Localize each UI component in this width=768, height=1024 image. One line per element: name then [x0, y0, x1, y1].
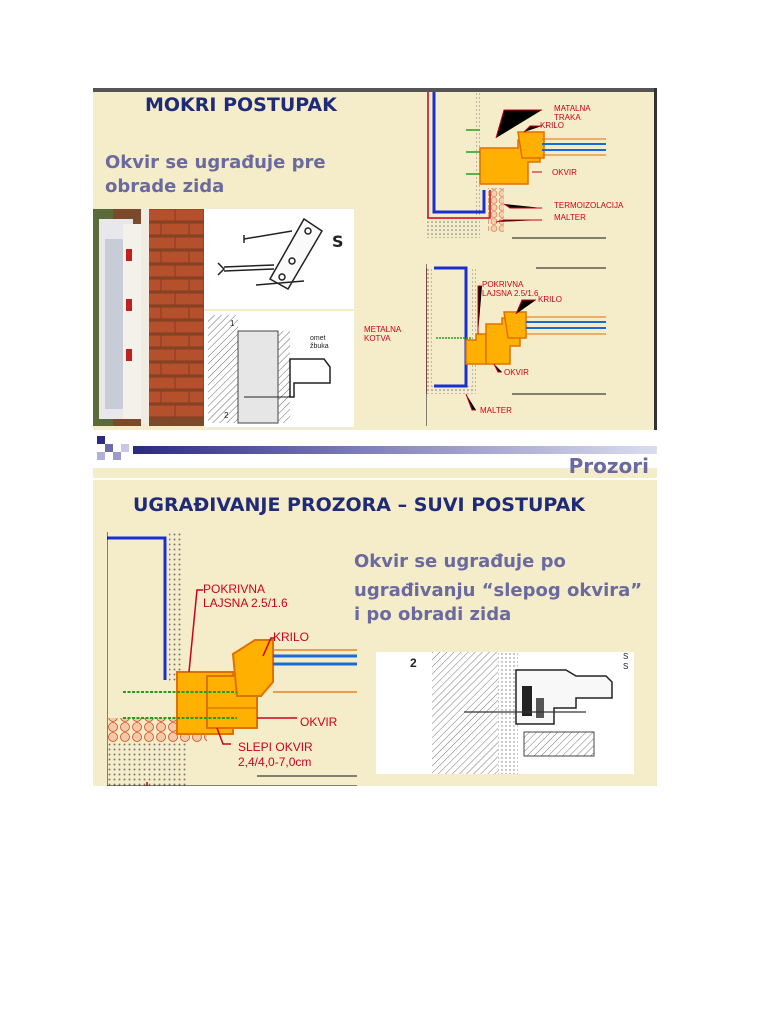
- section-sketch-num: 1: [230, 319, 235, 328]
- header-squares-decoration: [97, 436, 137, 466]
- section-sketch-2-s2: S: [623, 662, 629, 671]
- section-sketch-label-a: omet: [310, 335, 326, 342]
- slide2-title: UGRAĐIVANJE PROZORA – SUVI POSTUPAK: [133, 494, 585, 516]
- section-sketch-2-num: 2: [410, 656, 417, 670]
- section-sketch-2-s1: S: [623, 652, 629, 661]
- label-pokrivna-lajsna-1: POKRIVNA: [482, 280, 524, 289]
- label-termoizolacija: TERMOIZOLACIJA: [554, 201, 624, 210]
- slide-right-border: [654, 88, 657, 430]
- header-gradient-line: [133, 446, 657, 454]
- section-sketch-2-drawing: [376, 652, 634, 774]
- section-sketch-drawing: [204, 311, 354, 427]
- label-malter-bottom: MALTER: [480, 406, 512, 415]
- label-metalna-kotva-2: KOTVA: [364, 334, 391, 343]
- anchor-sketch-letter: S: [332, 232, 344, 251]
- section-sketch-label-b: žbuka: [310, 343, 329, 350]
- label-okvir-top: OKVIR: [552, 168, 577, 177]
- slide2-subtitle-line1: Okvir se ugrađuje po: [354, 551, 566, 572]
- diagram-dry: [107, 532, 357, 786]
- section-sketch-2: [376, 652, 634, 774]
- slide-suvi-postupak: [93, 432, 657, 786]
- window-brick-photo: [93, 209, 204, 426]
- label-metalna-traka-1: MATALNA: [554, 104, 591, 113]
- slide1-subtitle-line2: obrade zida: [105, 176, 225, 197]
- slide2-subtitle-line2: ugrađivanju “slepog okvira”: [354, 580, 643, 601]
- anchor-sketch: [204, 209, 354, 309]
- label-dry-pokrivna-1: POKRIVNA: [203, 582, 266, 596]
- header-underline: [93, 478, 657, 480]
- slide2-subtitle-line3: i po obradi zida: [354, 604, 512, 625]
- section-sketch-num2: 2: [224, 411, 229, 420]
- label-dry-pokrivna-2: LAJSNA 2.5/1.6: [203, 596, 288, 610]
- anchor-drawing: [204, 209, 354, 309]
- slide-mokri-postupak: [93, 88, 657, 430]
- header-title: Prozori: [568, 454, 649, 478]
- label-pokrivna-lajsna-2: LAJSNA 2.5/1.6: [482, 289, 539, 298]
- label-krilo-top: KRILO: [540, 121, 565, 130]
- label-dry-okvir: OKVIR: [300, 715, 338, 729]
- label-malter-top: MALTER: [554, 213, 586, 222]
- slide1-subtitle-line1: Okvir se ugrađuje pre: [105, 152, 326, 173]
- label-krilo-bottom: KRILO: [538, 295, 563, 304]
- label-dry-krilo: KRILO: [273, 630, 310, 644]
- label-dry-slepi-okvir-2: 2,4/4,0-7,0cm: [238, 755, 312, 769]
- section-sketch-1: [204, 311, 354, 427]
- label-okvir-bottom: OKVIR: [504, 368, 529, 377]
- slide1-title: MOKRI POSTUPAK: [145, 94, 337, 116]
- label-metalna-traka-2: TRAKA: [554, 113, 581, 122]
- label-dry-slepi-okvir-1: SLEPI OKVIR: [238, 740, 313, 754]
- label-metalna-kotva-1: METALNA: [364, 325, 402, 334]
